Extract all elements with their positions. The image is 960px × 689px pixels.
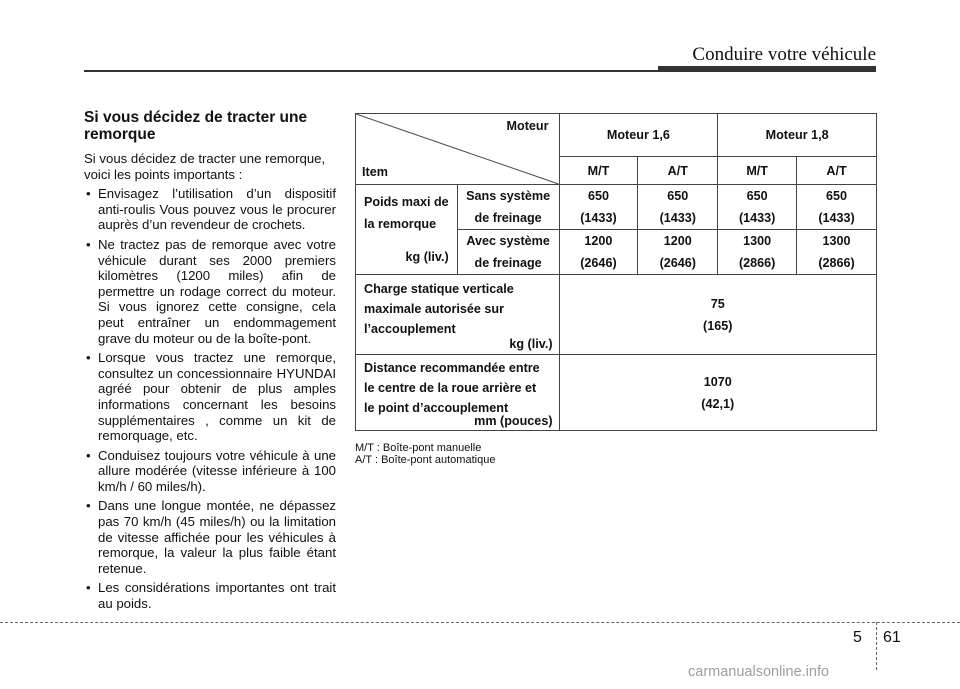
trans-header: M/T: [718, 157, 797, 185]
header-rule-accent: [658, 66, 876, 72]
cell-value: 650: [746, 189, 768, 203]
distance-value: 1070: [703, 374, 732, 389]
cell-value: 650: [587, 189, 609, 203]
table-cell: [559, 185, 638, 230]
bullet-text: Les considérations importantes ont trait au poids.: [98, 580, 336, 612]
poids-label-line2: la remorque: [364, 217, 437, 231]
section-title: Si vous décidez de tracter une remorque: [84, 109, 308, 143]
distance-label-cell: [356, 355, 560, 431]
engine-1-header: Moteur 1,6: [559, 114, 718, 157]
cell-value: 650: [826, 189, 848, 203]
table-cell: [718, 230, 797, 275]
corner-item-label: Item: [362, 165, 388, 179]
distance-label-line3: le point d’accouplement: [364, 401, 509, 415]
bullet-icon: •: [86, 580, 91, 596]
table-cell: [797, 185, 877, 230]
bullet-text: Dans une longue montée, ne dépassez pas 70 km/h (45 miles/h) ou la limitation de vitesse affichée pour les véhicules à remorque, la valeur la plus faible étant retenue.: [98, 498, 336, 576]
distance-unit: mm (pouces): [474, 414, 553, 428]
distance-value-cell: [559, 355, 876, 431]
table-cell: [797, 230, 877, 275]
table-cell: [559, 230, 638, 275]
table-corner-header: [356, 114, 560, 185]
list-item: [84, 186, 336, 233]
trans-header: A/T: [797, 157, 877, 185]
bullet-icon: •: [86, 186, 91, 202]
charge-value: 75: [710, 296, 725, 311]
list-item: [84, 448, 336, 495]
bullet-text: Lorsque vous tractez une remorque, consultez un concessionnaire HYUNDAI agréé pour obtenir de plus amples informations concernant les besoins supplémentaires , comme un kit de remorquage, etc.: [98, 350, 336, 444]
trans-header: A/T: [638, 157, 718, 185]
footer-page-separator: [876, 622, 877, 670]
charge-label-line1: Charge statique verticale: [364, 282, 514, 296]
bullet-icon: •: [86, 350, 91, 366]
bullet-text: Envisagez l’utilisation d’un dispositif anti-roulis Vous pouvez vous le procurer auprès d’un revendeur de crochets.: [98, 186, 336, 233]
sans-frein-line1: Sans système: [466, 189, 551, 203]
avec-frein-line1: Avec système: [466, 234, 550, 248]
sans-frein-label: [457, 185, 559, 230]
cell-alt: (1433): [818, 211, 855, 225]
poids-label-cell: [356, 185, 458, 275]
cell-value: 1300: [822, 234, 851, 248]
sans-frein-line2: de freinage: [474, 211, 542, 225]
poids-label-line1: Poids maxi de: [364, 195, 449, 209]
charge-label-line3: l’accouplement: [364, 322, 456, 336]
bullet-list: [84, 186, 336, 611]
chapter-number: 5: [853, 629, 862, 646]
list-item: [84, 350, 336, 444]
table-cell: [638, 185, 718, 230]
note-manual: M/T : Boîte-pont manuelle: [355, 442, 482, 454]
list-item: [84, 237, 336, 346]
corner-moteur-label: Moteur: [506, 119, 549, 133]
poids-unit: kg (liv.): [405, 250, 449, 264]
cell-alt: (2646): [659, 256, 696, 270]
cell-alt: (2866): [818, 256, 855, 270]
section-intro: Si vous décidez de tracter une remorque, voici les points importants :: [84, 151, 326, 182]
avec-frein-line2: de freinage: [474, 256, 542, 270]
charge-unit: kg (liv.): [509, 337, 553, 351]
bullet-text: Ne tractez pas de remorque avec votre véhicule durant ses 2000 premiers kilomètres (1200 miles) afin de permettre un rodage correct du moteur. Si vous ignorez cette consigne, cela peut entraîner un endommagement grave du moteur ou de la boîte-pont.: [98, 236, 336, 346]
list-item: [84, 580, 336, 611]
bullet-icon: •: [86, 447, 91, 463]
cell-value: 1300: [743, 234, 772, 248]
table-notes: [355, 442, 495, 466]
bullet-icon: •: [86, 236, 91, 252]
distance-label-line1: Distance recommandée entre: [364, 361, 540, 375]
page-number: 61: [883, 629, 901, 646]
cell-alt: (2646): [580, 256, 617, 270]
list-item: [84, 498, 336, 576]
cell-value: 1200: [663, 234, 692, 248]
charge-label-line2: maximale autorisée sur: [364, 302, 505, 316]
footer-rule: [0, 622, 960, 623]
engine-2-header: Moteur 1,8: [718, 114, 877, 157]
towing-section: [84, 109, 336, 612]
watermark: carmanualsonline.info: [688, 664, 830, 680]
cell-value: 650: [667, 189, 689, 203]
trans-header: M/T: [559, 157, 638, 185]
charge-value-cell: [559, 275, 876, 355]
bullet-icon: •: [86, 498, 91, 514]
distance-label-line2: le centre de la roue arrière et: [364, 381, 537, 395]
cell-alt: (1433): [738, 211, 776, 225]
header-title: Conduire votre véhicule: [692, 44, 876, 65]
note-automatic: A/T : Boîte-pont automatique: [355, 454, 496, 466]
table-cell: [638, 230, 718, 275]
cell-alt: (2866): [738, 256, 776, 270]
charge-alt: (165): [703, 318, 733, 333]
towing-spec-table: [355, 113, 877, 431]
bullet-text: Conduisez toujours votre véhicule à une allure modérée (vitesse inférieure à 100 km/h / 60 miles/h).: [98, 447, 336, 494]
charge-label-cell: [356, 275, 560, 355]
cell-alt: (1433): [659, 211, 696, 225]
cell-alt: (1433): [580, 211, 617, 225]
table-cell: [718, 185, 797, 230]
cell-value: 1200: [584, 234, 613, 248]
avec-frein-label: [457, 230, 559, 275]
distance-alt: (42,1): [701, 396, 735, 411]
